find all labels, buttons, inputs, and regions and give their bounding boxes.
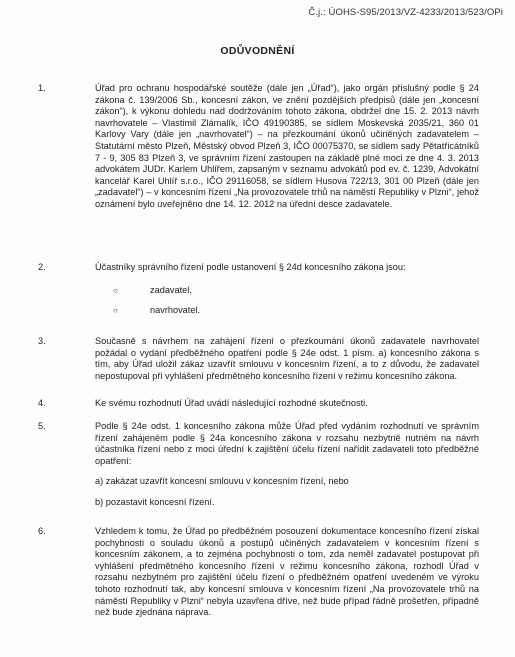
subitem-b: b) pozastavit koncesní řízení. [95, 497, 215, 507]
bullet-icon: ○ [113, 286, 118, 295]
reference-number: Č.j.: ÚOHS-S95/2013/VZ-4233/2013/523/OPi [308, 7, 503, 18]
paragraph-text: Současně s návrhem na zahájení řízení o přezkoumání úkonů zadavatele navrhovatel požádal o vydání předběžného opatření podle § 24e odst. 1 písm. a) koncesního zákona s tím, aby Úřad uložil zákaz uzavřít smlouvu v koncesním řízení, a to z důvodu, že zadavatel nepostupoval při vyhlášení předmětného koncesního řízení v režimu koncesního zákona. [95, 336, 479, 381]
paragraph-number: 2. [38, 262, 46, 272]
bullet-icon: ○ [113, 306, 118, 315]
paragraph-text: Úřad pro ochranu hospodářské soutěže (dále jen „Úřad“), jako orgán příslušný podle § 24 zákona č. 139/2006 Sb., koncesní zákon, ve znění pozdějších předpisů (dále jen „koncesní zákon“), k výkonu dohledu nad dodržováním tohoto zákona, obdržel dne 15. 2. 2013 návrh navrhovatele – Vlastimil Zlámalík, IČO 49190385, se sídlem Moskevská 2035/21, 360 01 Karlovy Vary (dále jen „navrhovatel“) – na přezkoumání úkonů učiněných zadavatelem – Statutární město Plzeň, Městský obvod Plzeň 3, IČO 00075370, se sídlem sady Pětatřicátníků 7 - 9, 305 83 Plzeň 3, ve správním řízení zastoupen na základě plné moci ze dne 4. 3. 2013 advokátem JUDr. Karlem Uhlířem, zapsaným v seznamu advokátů pod ev. č. 1239, Advokátní kancelář Karel Uhlíř s.r.o., IČO 29116058, se sídlem Husova 722/13, 301 00 Plzeň (dále jen „zadavatel“) – v koncesním řízení „Na provozovatele trhů na náměstí Republiky v Plzni“, jehož oznámení bylo uveřejněno dne 14. 12. 2012 na úřední desce zadavatele. [95, 83, 479, 209]
paragraph-text: Účastníky správního řízení podle ustanovení § 24d koncesního zákona jsou: [95, 262, 406, 272]
paragraph-number: 6. [38, 526, 46, 536]
paragraph-number: 4. [38, 398, 46, 408]
list-item-text: zadavatel, [150, 285, 192, 295]
list-item-text: navrhovatel. [150, 305, 201, 315]
paragraph-text: Ke svému rozhodnutí Úřad uvádí následující rozhodné skutečnosti. [95, 398, 368, 408]
paragraph-number: 5. [38, 421, 46, 431]
paragraph-number: 3. [38, 336, 46, 346]
page-title: ODŮVODNĚNÍ [220, 45, 295, 57]
paragraph-text: Vzhledem k tomu, že Úřad po předběžném posouzení dokumentace koncesního řízení získal pochybnosti o souladu úkonů a postupů učiněných zadavatelem v koncesním řízení s koncesním zákonem, a to zejména pochybnosti o tom, zda neměl zadavatel postupovat při vyhlášení předmětného koncesního řízení v režimu koncesního zákona, rozhodl Úřad v rozsahu nezbytném pro zajištění účelu řízení o předběžném opatření uvedeném ve výroku tohoto rozhodnutí tak, aby koncesní smlouva v koncesním řízení „Na provozovatele trhů na náměstí Republiky v Plzni“ nebyla uzavřena dříve, než bude případ řádně prošetřen, případně než bude zjednána náprava. [95, 526, 479, 618]
subitem-a: a) zakázat uzavřít koncesní smlouvu v koncesním řízení, nebo [95, 476, 349, 486]
paragraph-number: 1. [38, 83, 46, 93]
paragraph-text: Podle § 24e odst. 1 koncesního zákona může Úřad před vydáním rozhodnutí ve správním řízení zahájeném podle § 24a koncesního zákona v rozsahu nezbytně nutném na návrh účastníka řízení nebo z moci úřední k zajištění účelu řízení nařídit zadavateli toto předběžné opatření: [95, 421, 479, 466]
